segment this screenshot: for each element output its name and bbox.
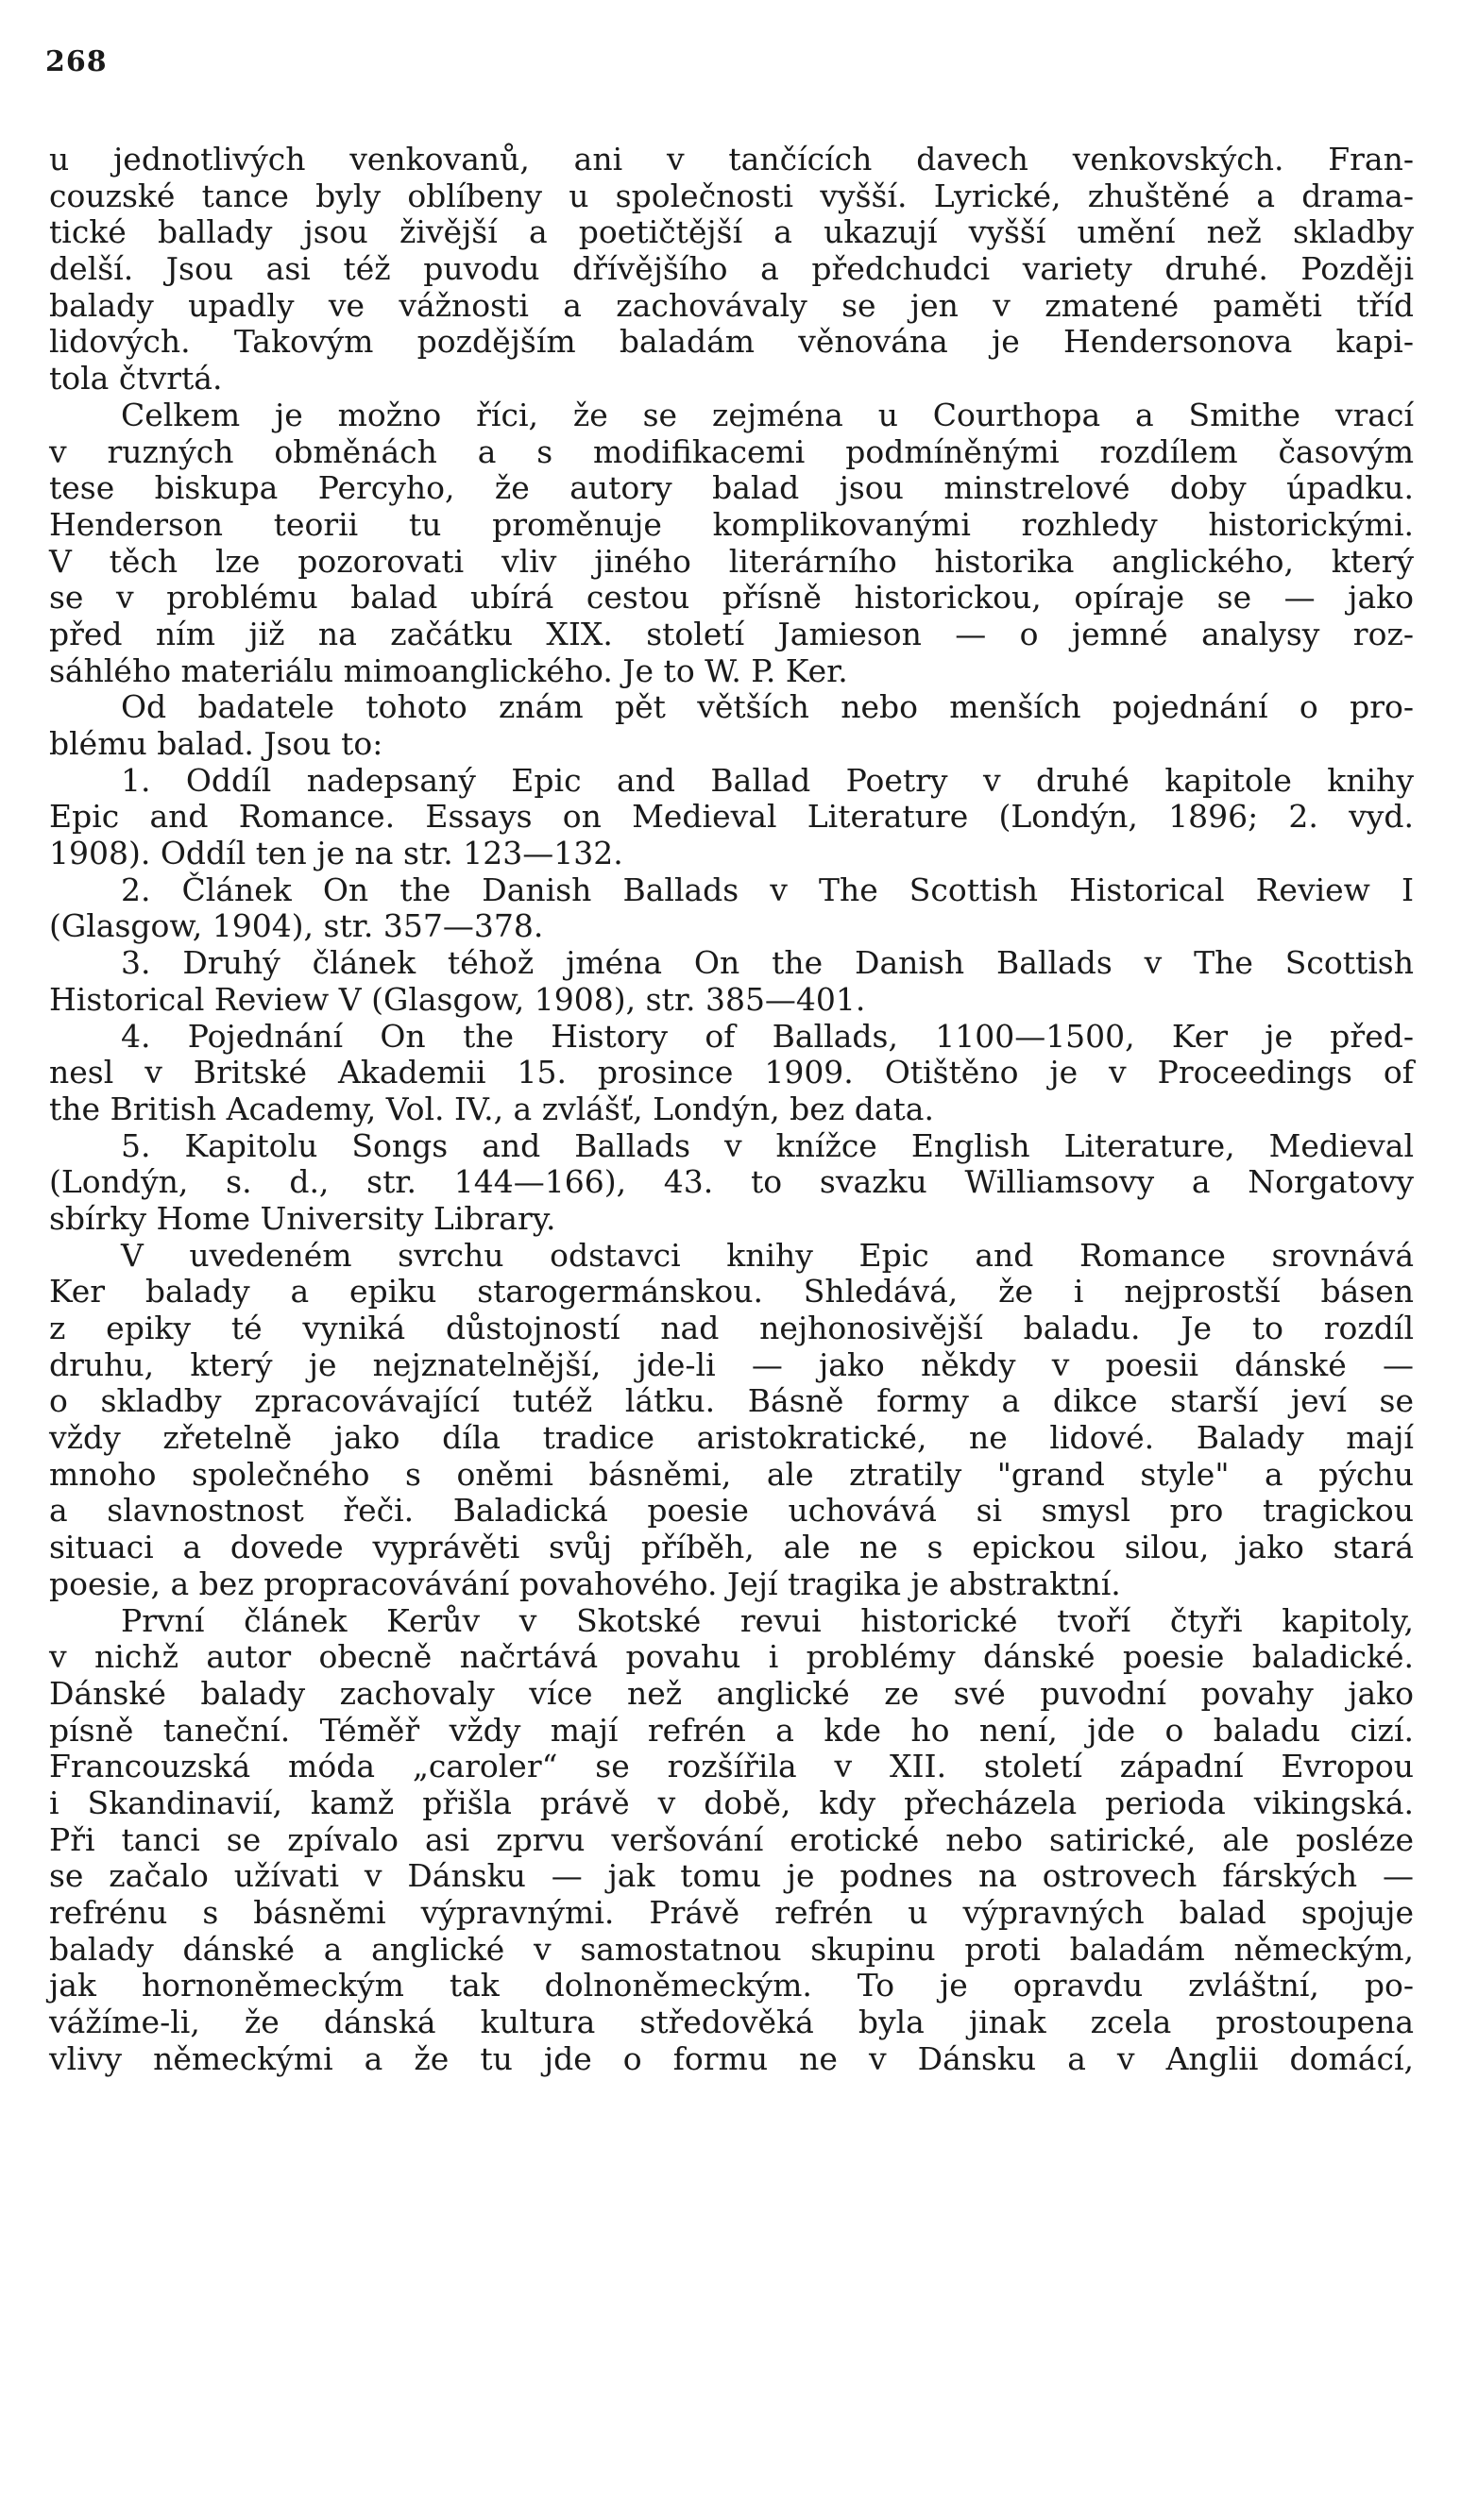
text-line: sbírky Home University Library. (49, 1199, 556, 1237)
text-line: Henderson teorii tu proměnuje komplikovanými rozhledy historickými. (49, 505, 1414, 543)
text-line: 1908). Oddíl ten je na str. 123—132. (49, 835, 623, 872)
text-line: před ním již na začátku XIX. století Jamieson — o jemné analysy roz- (49, 615, 1414, 652)
text-line: 5. Kapitolu Songs and Ballads v knížce English Literature, Medieval (121, 1126, 1414, 1164)
text-line: druhu, který je nejznatelnější, jde-li — jako někdy v poesii dánské — (49, 1345, 1414, 1383)
text-line: 2. Článek On the Danish Ballads v The Scottish Historical Review I (121, 871, 1414, 908)
text-line: jak hornoněmeckým tak dolnoněmeckým. To je opravdu zvláštní, po- (49, 1967, 1414, 2004)
text-line: 4. Pojednání On the History of Ballads, 1100—1500, Ker je před- (121, 1017, 1414, 1055)
text-line: couzské tance byly oblíbeny u společnosti vyšší. Lyrické, zhuštěné a drama- (49, 177, 1414, 214)
text-line: Historical Review V (Glasgow, 1908), str. 385—401. (49, 980, 866, 1018)
text-line: vždy zřetelně jako díla tradice aristokratické, ne lidové. Balady mají (49, 1419, 1414, 1457)
text-line: První článek Kerův v Skotské revui historické tvoří čtyři kapitoly, (121, 1601, 1414, 1639)
text-line: balady upadly ve vážnosti a zachovávaly se jen v zmatené paměti tříd (49, 286, 1414, 324)
text-line: Dánské balady zachovaly více než anglické ze své puvodní povahy jako (49, 1674, 1414, 1712)
text-line: Od badatele tohoto znám pět větších nebo menších pojednání o pro- (121, 688, 1414, 726)
text-line: lidových. Takovým pozdějším baladám věnována je Hendersonova kapi- (49, 323, 1414, 361)
text-line: o skladby zpracovávající tutéž látku. Básně formy a dikce starší jeví se (49, 1382, 1414, 1420)
text-line: tola čtvrtá. (49, 360, 223, 397)
text-line: delší. Jsou asi též puvodu dřívějšího a předchudci variety druhé. Později (49, 250, 1414, 288)
text-line: se začalo užívati v Dánsku — jak tomu je podnes na ostrovech fárských — (49, 1857, 1414, 1895)
text-line: refrénu s básněmi výpravnými. Právě refrén u výpravných balad spojuje (49, 1894, 1414, 1931)
text-line: a slavnostnost řeči. Baladická poesie uchovává si smysl pro tragickou (49, 1492, 1414, 1530)
text-line: 3. Druhý článek téhož jména On the Danish Ballads v The Scottish (121, 944, 1414, 982)
text-line: u jednotlivých venkovanů, ani v tančících davech venkovských. Fran- (49, 141, 1414, 178)
text-line: mnoho společného s oněmi básněmi, ale ztratily "grand style" a pýchu (49, 1455, 1414, 1493)
text-line: vlivy německými a že tu jde o formu ne v Dánsku a v Anglii domácí, (49, 2039, 1414, 2077)
text-line: v nichž autor obecně načrtává povahu i problémy dánské poesie baladické. (49, 1638, 1414, 1676)
text-line: 1. Oddíl nadepsaný Epic and Ballad Poetry v druhé kapitole knihy (121, 761, 1414, 799)
text-line: the British Academy, Vol. IV., a zvlášť, Londýn, bez data. (49, 1090, 934, 1127)
text-line: V těch lze pozorovati vliv jiného literárního historika anglického, který (49, 542, 1414, 580)
text-line: se v problému balad ubírá cestou přísně historickou, opíraje se — jako (49, 579, 1414, 617)
text-line: blému balad. Jsou to: (49, 725, 383, 762)
text-line: (Londýn, s. d., str. 144—166), 43. to svazku Williamsovy a Norgatovy (49, 1163, 1414, 1201)
text-line: v ruzných obměnách a s modifikacemi podmíněnými rozdílem časovým (49, 432, 1414, 470)
text-line: nesl v Britské Akademii 15. prosince 1909. Otištěno je v Proceedings of (49, 1054, 1414, 1091)
text-line: Ker balady a epiku starogermánskou. Shledává, že i nejprostší básen (49, 1273, 1414, 1311)
text-line: i Skandinavií, kamž přišla právě v době, kdy přecházela perioda vikingská. (49, 1784, 1414, 1821)
text-line: vážíme-li, že dánská kultura středověká byla jinak zcela prostoupena (49, 2004, 1414, 2041)
text-line: Francouzská móda „caroler“ se rozšířila v XII. století západní Evropou (49, 1748, 1414, 1785)
text-line: (Glasgow, 1904), str. 357—378. (49, 907, 544, 945)
body-text (49, 142, 1414, 2077)
text-line: sáhlého materiálu mimoanglického. Je to W. P. Ker. (49, 651, 848, 689)
text-line: situaci a dovede vyprávěti svůj příběh, ale ne s epickou silou, jako stará (49, 1529, 1414, 1566)
text-line: balady dánské a anglické v samostatnou skupinu proti baladám německým, (49, 1930, 1414, 1968)
text-line: poesie, a bez propracovávání povahového. Její tragika je abstraktní. (49, 1564, 1121, 1602)
text-line: Epic and Romance. Essays on Medieval Literature (Londýn, 1896; 2. vyd. (49, 798, 1414, 836)
text-line: z epiky té vyniká důstojností nad nejhonosivější baladu. Je to rozdíl (49, 1310, 1414, 1346)
text-line: Při tanci se zpívalo asi zprvu veršování erotické nebo satirické, ale posléze (49, 1820, 1414, 1858)
text-line: písně taneční. Téměř vždy mají refrén a kde ho není, jde o baladu cizí. (49, 1711, 1414, 1749)
text-line: tese biskupa Percyho, že autory balad jsou minstrelové doby úpadku. (49, 469, 1414, 507)
text-line: tické ballady jsou živější a poetičtější a ukazují vyšší umění než skladby (49, 213, 1414, 251)
text-line: V uvedeném svrchu odstavci knihy Epic and Romance srovnává (121, 1236, 1414, 1274)
text-line: Celkem je možno říci, že se zejména u Courthopa a Smithe vrací (121, 396, 1414, 433)
page-number: 268 (45, 45, 108, 78)
